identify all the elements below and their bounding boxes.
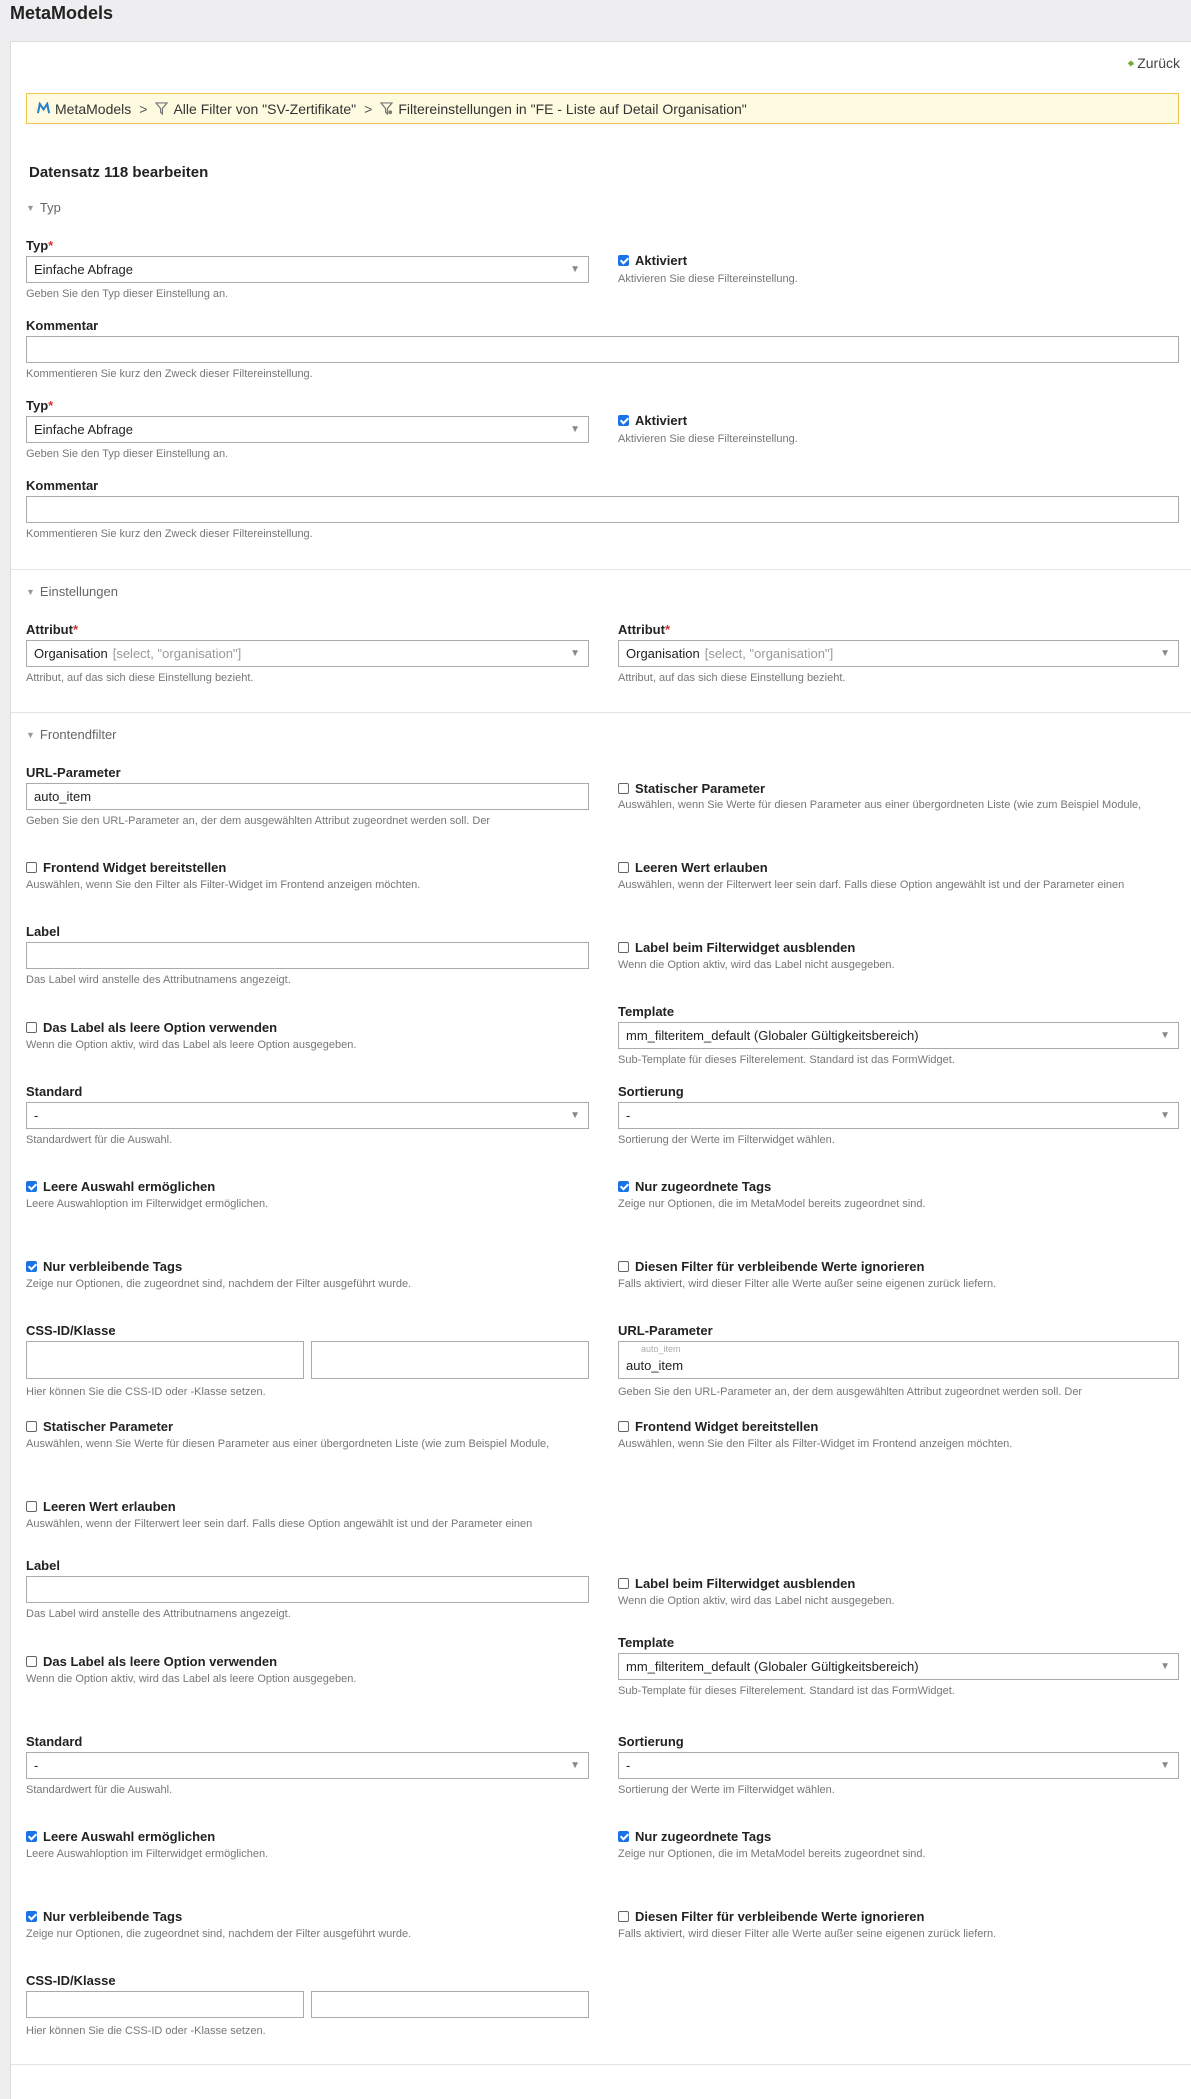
filter-ignorieren-help: Falls aktiviert, wird dieser Filter alle Werte außer seine eigenen zurück liefern. bbox=[618, 1928, 997, 1940]
template-select[interactable]: mm_filteritem_default (Globaler Gültigkeitsbereich) ▼ bbox=[618, 1022, 1179, 1049]
aktiviert-checkbox[interactable]: Aktiviert bbox=[618, 253, 687, 268]
leeren-wert-checkbox[interactable]: Leeren Wert erlauben bbox=[618, 860, 768, 875]
standard-help: Standardwert für die Auswahl. bbox=[26, 1784, 173, 1796]
statischer-parameter-help: Auswählen, wenn Sie Werte für diesen Parameter aus einer übergordneten Liste (wie zum Beispiel Module, bbox=[26, 1438, 550, 1450]
frontend-widget-checkbox[interactable]: Frontend Widget bereitstellen bbox=[618, 1419, 818, 1434]
label-leere-option-checkbox[interactable]: Das Label als leere Option verwenden bbox=[26, 1654, 277, 1669]
kommentar-input[interactable] bbox=[26, 336, 1179, 363]
frontend-widget-help: Auswählen, wenn Sie den Filter als Filter-Widget im Frontend anzeigen möchten. bbox=[26, 879, 421, 891]
filter-ignorieren-help: Falls aktiviert, wird dieser Filter alle Werte außer seine eigenen zurück liefern. bbox=[618, 1278, 997, 1290]
statischer-parameter-help: Auswählen, wenn Sie Werte für diesen Parameter aus einer übergordneten Liste (wie zum Beispiel Module, bbox=[618, 799, 1142, 811]
url-parameter-label: URL-Parameter bbox=[618, 1323, 713, 1338]
sortierung-label: Sortierung bbox=[618, 1734, 684, 1749]
sortierung-help: Sortierung der Werte im Filterwidget wählen. bbox=[618, 1784, 835, 1796]
leere-auswahl-help: Leere Auswahloption im Filterwidget ermöglichen. bbox=[26, 1848, 269, 1860]
leeren-wert-checkbox[interactable]: Leeren Wert erlauben bbox=[26, 1499, 176, 1514]
nur-zugeordnete-help: Zeige nur Optionen, die im MetaModel bereits zugeordnet sind. bbox=[618, 1198, 926, 1210]
label-input[interactable] bbox=[26, 1576, 589, 1603]
kommentar-label: Kommentar bbox=[26, 478, 99, 493]
attribut-help: Attribut, auf das sich diese Einstellung bezieht. bbox=[618, 672, 846, 684]
typ-select[interactable]: Einfache Abfrage ▼ bbox=[26, 416, 589, 443]
leere-auswahl-checkbox[interactable]: Leere Auswahl ermöglichen bbox=[26, 1179, 215, 1194]
template-help: Sub-Template für dieses Filterelement. Standard ist das FormWidget. bbox=[618, 1054, 955, 1066]
nur-zugeordnete-checkbox[interactable]: Nur zugeordnete Tags bbox=[618, 1829, 771, 1844]
chevron-down-icon: ▼ bbox=[1160, 1760, 1170, 1771]
url-parameter-ghost-text: auto_item bbox=[641, 1344, 681, 1354]
typ-select[interactable]: Einfache Abfrage ▼ bbox=[26, 256, 589, 283]
sortierung-label: Sortierung bbox=[618, 1084, 684, 1099]
chevron-down-icon: ▼ bbox=[570, 1110, 580, 1121]
typ-label: Typ* bbox=[26, 238, 54, 253]
filter-settings-icon bbox=[380, 102, 393, 115]
css-id-input[interactable] bbox=[26, 1991, 304, 2018]
label-leere-option-checkbox[interactable]: Das Label als leere Option verwenden bbox=[26, 1020, 277, 1035]
typ-label: Typ* bbox=[26, 398, 54, 413]
typ-help: Geben Sie den Typ dieser Einstellung an. bbox=[26, 288, 229, 300]
css-label: CSS-ID/Klasse bbox=[26, 1323, 116, 1338]
collapse-triangle-icon: ▼ bbox=[26, 730, 35, 740]
label-help: Das Label wird anstelle des Attributnamens angezeigt. bbox=[26, 1608, 291, 1620]
template-select[interactable]: mm_filteritem_default (Globaler Gültigkeitsbereich) ▼ bbox=[618, 1653, 1179, 1680]
chevron-down-icon: ▼ bbox=[570, 1760, 580, 1771]
leere-auswahl-checkbox[interactable]: Leere Auswahl ermöglichen bbox=[26, 1829, 215, 1844]
back-label: Zurück bbox=[1137, 55, 1180, 71]
legend-frontendfilter[interactable]: ▼ Frontendfilter bbox=[26, 727, 117, 742]
chevron-down-icon: ▼ bbox=[570, 264, 580, 275]
standard-help: Standardwert für die Auswahl. bbox=[26, 1134, 173, 1146]
nur-zugeordnete-help: Zeige nur Optionen, die im MetaModel bereits zugeordnet sind. bbox=[618, 1848, 926, 1860]
aktiviert-help: Aktivieren Sie diese Filtereinstellung. bbox=[618, 273, 798, 285]
app-title: MetaModels bbox=[10, 3, 114, 23]
filter-ignorieren-checkbox[interactable]: Diesen Filter für verbleibende Werte ignorieren bbox=[618, 1909, 924, 1924]
collapse-triangle-icon: ▼ bbox=[26, 203, 35, 213]
template-label: Template bbox=[618, 1635, 675, 1650]
filter-icon bbox=[155, 102, 168, 115]
css-id-input[interactable] bbox=[26, 1341, 304, 1379]
chevron-down-icon: ▼ bbox=[1160, 1110, 1170, 1121]
breadcrumb-separator: > bbox=[139, 100, 148, 117]
chevron-down-icon: ▼ bbox=[1160, 648, 1170, 659]
label-leere-option-help: Wenn die Option aktiv, wird das Label als leere Option ausgegeben. bbox=[26, 1673, 357, 1685]
url-parameter-help: Geben Sie den URL-Parameter an, der dem ausgewählten Attribut zugeordnet werden soll. Der bbox=[618, 1386, 1083, 1398]
nur-verbleibende-help: Zeige nur Optionen, die zugeordnet sind, nachdem der Filter ausgeführt wurde. bbox=[26, 1928, 412, 1940]
sortierung-select[interactable]: - ▼ bbox=[618, 1102, 1179, 1129]
standard-label: Standard bbox=[26, 1734, 83, 1749]
url-parameter-input[interactable]: auto_item bbox=[618, 1341, 1179, 1379]
standard-select[interactable]: - ▼ bbox=[26, 1752, 589, 1779]
css-label: CSS-ID/Klasse bbox=[26, 1973, 116, 1988]
breadcrumb-separator: > bbox=[364, 100, 373, 117]
label-ausblenden-help: Wenn die Option aktiv, wird das Label nicht ausgegeben. bbox=[618, 1595, 895, 1607]
statischer-parameter-checkbox[interactable]: Statischer Parameter bbox=[618, 781, 765, 796]
breadcrumb-item-settings: Filtereinstellungen in "FE - Liste auf Detail Organisation" bbox=[398, 100, 747, 117]
css-class-input[interactable] bbox=[311, 1991, 589, 2018]
css-help: Hier können Sie die CSS-ID oder -Klasse setzen. bbox=[26, 1386, 266, 1398]
breadcrumb-item-filter[interactable]: Alle Filter von "SV-Zertifikate" bbox=[173, 100, 357, 117]
url-parameter-help: Geben Sie den URL-Parameter an, der dem ausgewählten Attribut zugeordnet werden soll. Der bbox=[26, 815, 491, 827]
typ-help: Geben Sie den Typ dieser Einstellung an. bbox=[26, 448, 229, 460]
legend-einstellungen[interactable]: ▼ Einstellungen bbox=[26, 584, 118, 599]
standard-select[interactable]: - ▼ bbox=[26, 1102, 589, 1129]
css-class-input[interactable] bbox=[311, 1341, 589, 1379]
breadcrumb bbox=[26, 93, 1179, 124]
frontend-widget-help: Auswählen, wenn Sie den Filter als Filter-Widget im Frontend anzeigen möchten. bbox=[618, 1438, 1013, 1450]
label-ausblenden-checkbox[interactable]: Label beim Filterwidget ausblenden bbox=[618, 940, 855, 955]
label-input[interactable] bbox=[26, 942, 589, 969]
divider bbox=[11, 2064, 1191, 2065]
css-help: Hier können Sie die CSS-ID oder -Klasse setzen. bbox=[26, 2025, 266, 2037]
statischer-parameter-checkbox[interactable]: Statischer Parameter bbox=[26, 1419, 173, 1434]
sortierung-select[interactable]: - ▼ bbox=[618, 1752, 1179, 1779]
filter-ignorieren-checkbox[interactable]: Diesen Filter für verbleibende Werte ignorieren bbox=[618, 1259, 924, 1274]
label-field-label: Label bbox=[26, 1558, 60, 1573]
back-arrow-icon: 🠸 bbox=[1127, 55, 1135, 71]
aktiviert-checkbox[interactable]: Aktiviert bbox=[618, 413, 687, 428]
leere-auswahl-help: Leere Auswahloption im Filterwidget ermöglichen. bbox=[26, 1198, 269, 1210]
sortierung-help: Sortierung der Werte im Filterwidget wählen. bbox=[618, 1134, 835, 1146]
template-label: Template bbox=[618, 1004, 675, 1019]
nur-verbleibende-checkbox[interactable]: Nur verbleibende Tags bbox=[26, 1909, 182, 1924]
template-help: Sub-Template für dieses Filterelement. Standard ist das FormWidget. bbox=[618, 1685, 955, 1697]
url-parameter-label: URL-Parameter bbox=[26, 765, 121, 780]
chevron-down-icon: ▼ bbox=[570, 648, 580, 659]
divider bbox=[11, 712, 1191, 713]
main-panel bbox=[10, 41, 1191, 2099]
nur-verbleibende-checkbox[interactable]: Nur verbleibende Tags bbox=[26, 1259, 182, 1274]
leeren-wert-help: Auswählen, wenn der Filterwert leer sein darf. Falls diese Option angewählt ist und der Parameter einen bbox=[26, 1518, 533, 1530]
aktiviert-help: Aktivieren Sie diese Filtereinstellung. bbox=[618, 433, 798, 445]
attribut-select[interactable]: Organisation [select, "organisation"] ▼ bbox=[26, 640, 589, 667]
attribut-label: Attribut* bbox=[618, 622, 670, 637]
kommentar-help: Kommentieren Sie kurz den Zweck dieser Filtereinstellung. bbox=[26, 528, 313, 540]
kommentar-help: Kommentieren Sie kurz den Zweck dieser Filtereinstellung. bbox=[26, 368, 313, 380]
label-leere-option-help: Wenn die Option aktiv, wird das Label als leere Option ausgegeben. bbox=[26, 1039, 357, 1051]
back-button[interactable] bbox=[1127, 53, 1180, 77]
page-header bbox=[0, 0, 1191, 40]
collapse-triangle-icon: ▼ bbox=[26, 587, 35, 597]
metamodels-icon bbox=[37, 102, 50, 115]
leeren-wert-help: Auswählen, wenn der Filterwert leer sein darf. Falls diese Option angewählt ist und der Parameter einen bbox=[618, 879, 1125, 891]
label-help: Das Label wird anstelle des Attributnamens angezeigt. bbox=[26, 974, 291, 986]
label-field-label: Label bbox=[26, 924, 60, 939]
label-ausblenden-checkbox[interactable]: Label beim Filterwidget ausblenden bbox=[618, 1576, 855, 1591]
nur-verbleibende-help: Zeige nur Optionen, die zugeordnet sind, nachdem der Filter ausgeführt wurde. bbox=[26, 1278, 412, 1290]
attribut-help: Attribut, auf das sich diese Einstellung bezieht. bbox=[26, 672, 254, 684]
chevron-down-icon: ▼ bbox=[570, 424, 580, 435]
url-parameter-input[interactable]: auto_item bbox=[26, 783, 589, 810]
chevron-down-icon: ▼ bbox=[1160, 1661, 1170, 1672]
chevron-down-icon: ▼ bbox=[1160, 1030, 1170, 1041]
nur-zugeordnete-checkbox[interactable]: Nur zugeordnete Tags bbox=[618, 1179, 771, 1194]
label-ausblenden-help: Wenn die Option aktiv, wird das Label nicht ausgegeben. bbox=[618, 959, 895, 971]
frontend-widget-checkbox[interactable]: Frontend Widget bereitstellen bbox=[26, 860, 226, 875]
breadcrumb-item-metamodels[interactable]: MetaModels bbox=[55, 100, 132, 117]
kommentar-input[interactable] bbox=[26, 496, 1179, 523]
legend-typ[interactable]: ▼ Typ bbox=[26, 200, 61, 215]
kommentar-label: Kommentar bbox=[26, 318, 99, 333]
standard-label: Standard bbox=[26, 1084, 83, 1099]
attribut-select[interactable]: Organisation [select, "organisation"] ▼ bbox=[618, 640, 1179, 667]
divider bbox=[11, 569, 1191, 570]
attribut-label: Attribut* bbox=[26, 622, 78, 637]
record-title: Datensatz 118 bearbeiten bbox=[29, 164, 209, 181]
